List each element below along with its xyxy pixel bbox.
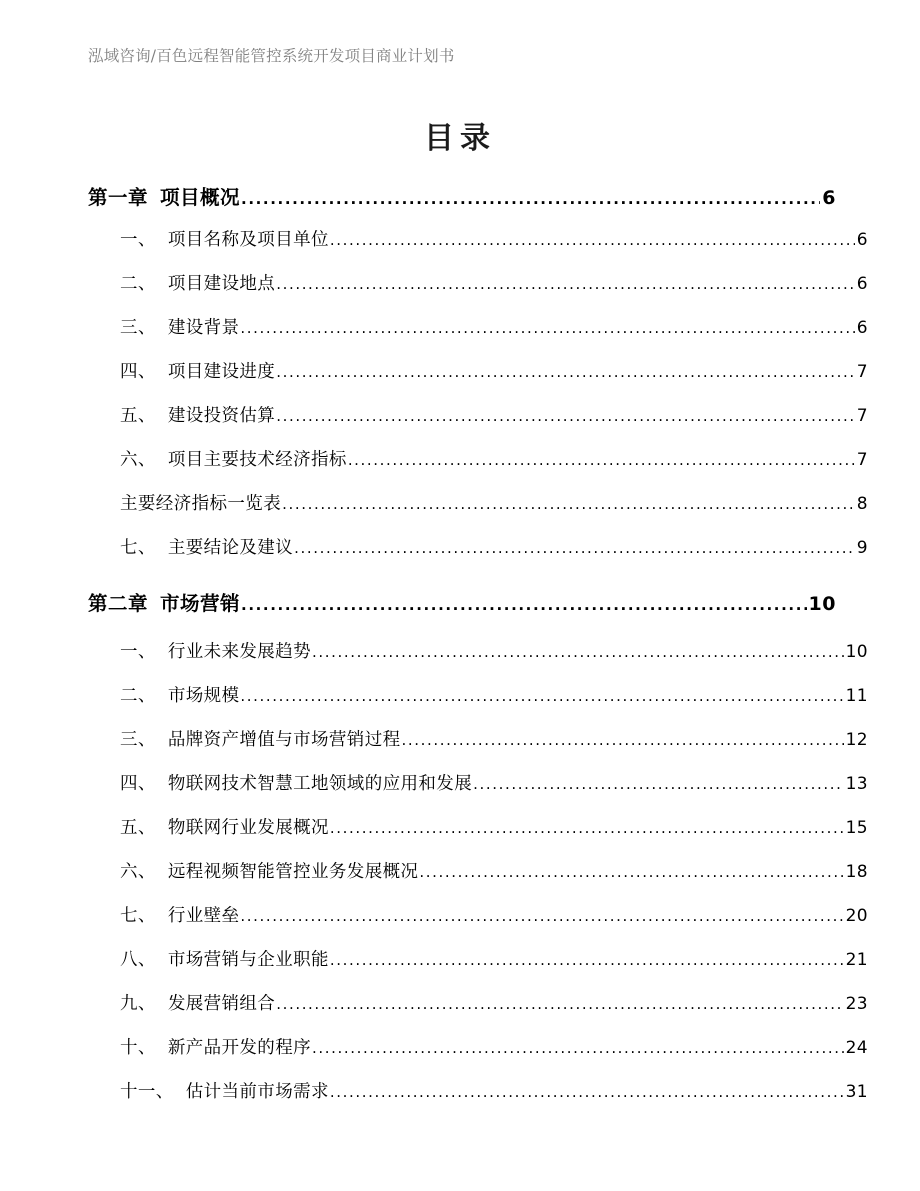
toc-entry-page-number: 7 xyxy=(856,362,868,382)
toc-dot-leader xyxy=(240,321,854,336)
toc-entry-label: 物联网技术智慧工地领域的应用和发展 xyxy=(167,774,473,794)
toc-entry-label: 发展营销组合 xyxy=(167,994,276,1014)
toc-entry-label: 物联网行业发展概况 xyxy=(167,818,329,838)
toc-section-entry[interactable] xyxy=(88,902,868,946)
toc-entry-number: 五、 xyxy=(120,406,156,426)
toc-entry-label: 市场营销 xyxy=(160,592,241,615)
toc-entry-page-number: 6 xyxy=(856,318,868,338)
toc-entry-page-number: 6 xyxy=(822,187,836,209)
toc-entry-page-number: 15 xyxy=(845,818,868,838)
toc-dot-leader xyxy=(241,598,807,613)
toc-entry-label: 建设背景 xyxy=(167,318,240,338)
toc-entry-label: 项目概况 xyxy=(160,186,241,209)
toc-dot-leader xyxy=(312,1041,844,1056)
toc-entry-number: 二、 xyxy=(120,686,156,706)
toc-section-entry[interactable] xyxy=(88,402,868,446)
toc-section-entry[interactable] xyxy=(88,358,868,402)
toc-entry-page-number: 13 xyxy=(845,774,868,794)
toc-chapter-entry[interactable] xyxy=(88,588,836,638)
toc-dot-leader xyxy=(276,277,855,292)
toc-entry-label: 估计当前市场需求 xyxy=(185,1082,329,1102)
toc-entry-number: 二、 xyxy=(120,274,156,294)
toc-section-entry[interactable] xyxy=(88,314,868,358)
toc-entry-number: 六、 xyxy=(120,862,156,882)
toc-section-entry[interactable] xyxy=(88,1034,868,1078)
toc-entry-label: 品牌资产增值与市场营销过程 xyxy=(167,730,401,750)
toc-dot-leader xyxy=(348,453,855,468)
toc-dot-leader xyxy=(330,233,855,248)
page-title: 目录 xyxy=(424,121,496,156)
toc-entry-label: 市场规模 xyxy=(167,686,240,706)
toc-section-entry[interactable] xyxy=(88,814,868,858)
toc-entry-label: 市场营销与企业职能 xyxy=(167,950,329,970)
toc-entry-number: 七、 xyxy=(120,906,156,926)
toc-section-entry[interactable] xyxy=(88,446,868,490)
toc-entry-label: 项目建设地点 xyxy=(167,274,276,294)
toc-entry-page-number: 9 xyxy=(856,538,868,558)
toc-entry-page-number: 20 xyxy=(845,906,868,926)
toc-entry-page-number: 8 xyxy=(856,494,868,514)
toc-entry-page-number: 10 xyxy=(808,593,836,615)
toc-section-entry[interactable] xyxy=(88,226,868,270)
toc-entry-number: 七、 xyxy=(120,538,156,558)
toc-entry-number: 十、 xyxy=(120,1038,156,1058)
toc-dot-leader xyxy=(282,497,855,512)
toc-entry-label: 项目主要技术经济指标 xyxy=(167,450,347,470)
toc-entry-number: 五、 xyxy=(120,818,156,838)
toc-dot-leader xyxy=(276,997,843,1012)
toc-entry-page-number: 11 xyxy=(845,686,868,706)
toc-entry-number: 三、 xyxy=(120,318,156,338)
toc-section-entry[interactable] xyxy=(88,270,868,314)
toc-entry-page-number: 24 xyxy=(845,1038,868,1058)
toc-section-entry[interactable] xyxy=(88,490,868,534)
toc-section-entry[interactable] xyxy=(88,726,868,770)
toc-chapter-entry[interactable] xyxy=(88,182,836,226)
toc-dot-leader xyxy=(330,953,844,968)
toc-section-entry[interactable] xyxy=(88,770,868,814)
toc-dot-leader xyxy=(330,1085,844,1100)
table-of-contents xyxy=(88,182,868,1122)
toc-entry-page-number: 6 xyxy=(856,230,868,250)
toc-dot-leader xyxy=(276,409,855,424)
toc-entry-number: 三、 xyxy=(120,730,156,750)
toc-entry-label: 项目建设进度 xyxy=(167,362,276,382)
toc-dot-leader xyxy=(240,909,843,924)
toc-dot-leader xyxy=(241,192,820,207)
toc-section-entry[interactable] xyxy=(88,946,868,990)
toc-dot-leader xyxy=(419,865,843,880)
toc-section-entry[interactable] xyxy=(88,1078,868,1122)
toc-entry-label: 行业壁垒 xyxy=(167,906,240,926)
toc-entry-number: 第二章 xyxy=(88,592,149,615)
toc-entry-page-number: 21 xyxy=(845,950,868,970)
toc-entry-label: 主要经济指标一览表 xyxy=(120,494,282,514)
toc-entry-number: 一、 xyxy=(120,230,156,250)
document-running-header: 泓域咨询/百色远程智能管控系统开发项目商业计划书 xyxy=(88,47,455,65)
toc-entry-number: 八、 xyxy=(120,950,156,970)
toc-entry-page-number: 23 xyxy=(845,994,868,1014)
toc-entry-page-number: 31 xyxy=(845,1082,868,1102)
toc-entry-number: 第一章 xyxy=(88,186,149,209)
toc-entry-number: 六、 xyxy=(120,450,156,470)
toc-section-entry[interactable] xyxy=(88,682,868,726)
toc-entry-page-number: 7 xyxy=(856,406,868,426)
toc-entry-number: 十一、 xyxy=(120,1082,174,1102)
toc-section-entry[interactable] xyxy=(88,638,868,682)
toc-entry-label: 远程视频智能管控业务发展概况 xyxy=(167,862,419,882)
toc-entry-page-number: 7 xyxy=(856,450,868,470)
toc-entry-number: 一、 xyxy=(120,642,156,662)
toc-section-entry[interactable] xyxy=(88,990,868,1034)
toc-entry-number: 四、 xyxy=(120,774,156,794)
toc-entry-label: 行业未来发展趋势 xyxy=(167,642,312,662)
toc-dot-leader xyxy=(312,645,844,660)
toc-entry-page-number: 18 xyxy=(845,862,868,882)
toc-entry-label: 新产品开发的程序 xyxy=(167,1038,312,1058)
toc-dot-leader xyxy=(402,733,844,748)
toc-entry-label: 主要结论及建议 xyxy=(167,538,294,558)
toc-entry-page-number: 12 xyxy=(845,730,868,750)
toc-entry-number: 九、 xyxy=(120,994,156,1014)
toc-dot-leader xyxy=(240,689,843,704)
toc-entry-label: 项目名称及项目单位 xyxy=(167,230,329,250)
toc-entry-page-number: 10 xyxy=(845,642,868,662)
toc-dot-leader xyxy=(330,821,844,836)
toc-entry-label: 建设投资估算 xyxy=(167,406,276,426)
toc-section-entry[interactable] xyxy=(88,858,868,902)
toc-dot-leader xyxy=(294,541,855,556)
toc-section-entry[interactable] xyxy=(88,534,868,578)
toc-entry-number: 四、 xyxy=(120,362,156,382)
toc-dot-leader xyxy=(276,365,855,380)
toc-dot-leader xyxy=(473,777,843,792)
toc-entry-page-number: 6 xyxy=(856,274,868,294)
